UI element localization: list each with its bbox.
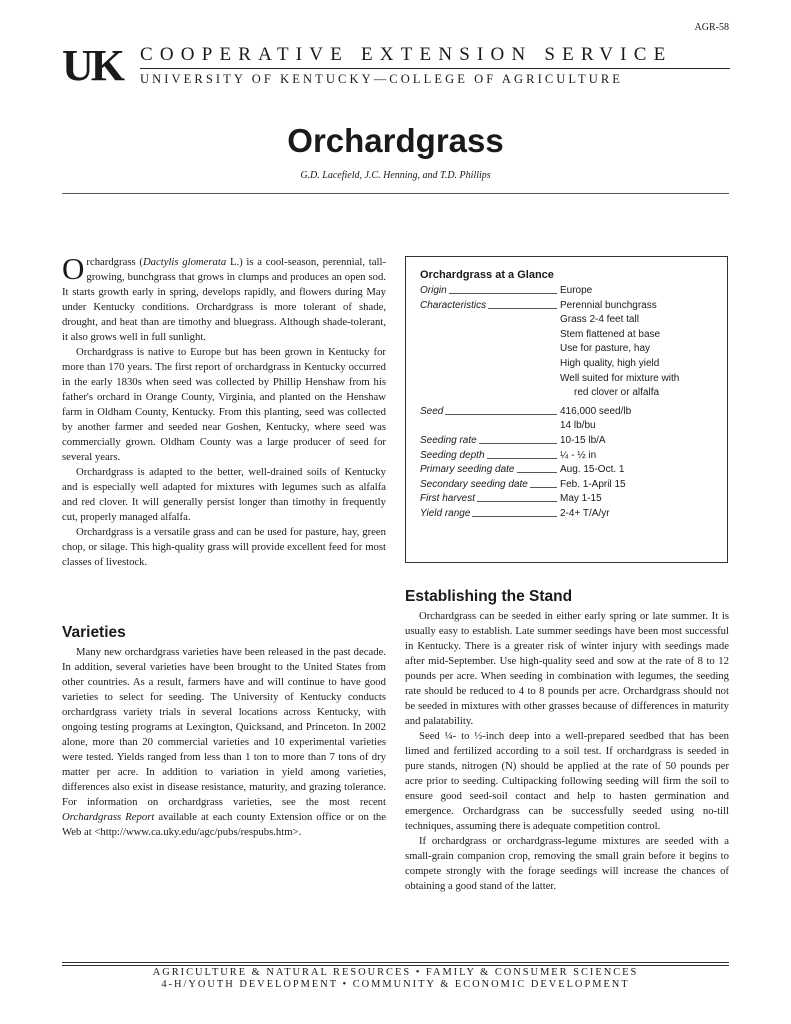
intro-section <box>62 251 386 570</box>
footer-line-2: 4-H/YOUTH DEVELOPMENT • COMMUNITY & ECONOMIC DEVELOPMENT <box>161 979 630 990</box>
glance-label-text: Yield range <box>420 507 471 519</box>
glance-row <box>420 492 727 507</box>
glance-label <box>420 299 560 401</box>
intro-paragraph-3: Orchardgrass is adapted to the better, well-drained soils of Kentucky and is especially well adapted for mixtures with legumes such as alfalfa and red clover. It will generally persist longer than timothy in frequently cut, properly managed alfalfa. <box>62 466 386 523</box>
glance-label <box>420 463 560 478</box>
glance-label <box>420 434 560 449</box>
glance-values <box>560 478 727 493</box>
glance-value: Europe <box>560 285 593 296</box>
title-rule <box>62 193 729 194</box>
glance-values <box>560 405 727 434</box>
leader-line <box>479 434 557 444</box>
leader-line <box>487 449 557 459</box>
intro-paragraph-4: Orchardgrass is a versatile grass and can be used for pasture, hay, green chop, or silage. This high-quality grass will provide excellent feed for most classes of livestock. <box>62 526 386 568</box>
leader-line <box>517 463 558 473</box>
leader-line <box>472 507 557 517</box>
report-title: Orchardgrass Report <box>62 811 155 823</box>
authors: G.D. Lacefield, J.C. Henning, and T.D. Phillips <box>300 170 491 181</box>
glance-label-text: Seeding rate <box>420 434 477 446</box>
glance-values <box>560 449 727 464</box>
page-title: Orchardgrass <box>287 122 504 159</box>
header-rule <box>140 68 730 69</box>
service-name: COOPERATIVE EXTENSION SERVICE <box>140 44 673 65</box>
footer-rule-top <box>62 962 729 963</box>
varieties-heading: Varieties <box>62 624 126 641</box>
establishing-paragraph-3: If orchardgrass or orchardgrass-legume mixtures are seeded with a small-grain companion crop, removing the small grain before it begins to compete strongly with the forage seedings will increase the chances of obtaining a good stand of the latter. <box>405 835 729 892</box>
publication-number: AGR-58 <box>694 22 729 33</box>
glance-value: ¼ - ½ in <box>560 449 597 461</box>
scientific-name: Dactylis glomerata <box>142 256 227 268</box>
leader-line <box>530 478 557 488</box>
footer-line-1: AGRICULTURE & NATURAL RESOURCES • FAMILY & CONSUMER SCIENCES <box>152 967 639 978</box>
establishing-section <box>405 609 729 894</box>
glance-label-text: Origin <box>420 285 447 296</box>
glance-box <box>405 256 728 563</box>
glance-rows <box>420 284 727 522</box>
varieties-text-b: available at each county Extension office or on the Web at <http://www.ca.uky.edu/agc/pubs/respubs.htm>. <box>62 811 386 838</box>
footer <box>0 967 791 991</box>
intro-paragraph-1 <box>62 251 386 345</box>
uk-logo <box>62 41 134 90</box>
leader-line <box>449 284 557 294</box>
glance-value: Feb. 1-April 15 <box>560 478 626 490</box>
glance-label-text: First harvest <box>420 493 476 505</box>
varieties-paragraph <box>62 645 386 840</box>
glance-value: red clover or alfalfa <box>574 387 660 399</box>
intro-text-b: L.) is a cool-season, perennial, tall-growing, bunchgrass that grows in clumps and produces an open sod. It starts growth early in spring, develops rapidly, and flowers during May under Kentucky conditions. Orchardgrass is more tolerant of shade, drought, and heat than are timothy and bluegrass. Although shade-tolerant, it also grows well in full sunlight. <box>62 256 386 343</box>
glance-label-text: Seed <box>420 405 444 417</box>
glance-values <box>560 492 727 507</box>
university-name: UNIVERSITY OF KENTUCKY—COLLEGE OF AGRICULTURE <box>140 72 624 86</box>
glance-value: Grass 2-4 feet tall <box>560 314 639 326</box>
glance-value: 2-4+ T/A/yr <box>560 507 610 519</box>
glance-label-text: Characteristics <box>420 299 487 311</box>
glance-row <box>420 284 727 299</box>
establishing-paragraph-1: Orchardgrass can be seeded in either early spring or late summer. It is usually easy to establish. Late summer seedings have been most successful in Kentucky. There is a greater risk of winter injury with seedings made after mid-September. Use high-quality seed and sow at the rate of 8 to 12 pounds per acre. When seeding in combination with legumes, the seeding rate should be reduced to 4 to 8 pounds per acre. Orchardgrass should not be seeded in mixtures with other grasses because of differences in maturity and palatability. <box>405 610 729 727</box>
glance-value: 10-15 lb/A <box>560 434 606 446</box>
glance-label-text: Primary seeding date <box>420 464 515 476</box>
glance-label <box>420 405 560 434</box>
glance-label <box>420 507 560 522</box>
glance-label <box>420 449 560 464</box>
glance-label <box>420 478 560 493</box>
leader-line <box>488 299 557 309</box>
varieties-section <box>62 645 386 840</box>
glance-row <box>420 463 727 478</box>
glance-row <box>420 478 727 493</box>
glance-row <box>420 434 727 449</box>
varieties-text-a: Many new orchardgrass varieties have been released in the past decade. In addition, several varieties have been brought to the United States from other countries. As a result, farmers have and will continue to have good varieties to select for seeding. The University of Kentucky conducts orchardgrass variety trials in several locations across Kentucky, with ongoing testing programs at Lexington, Quicksand, and Princeton. In 2002 alone, more than 20 commercial varieties and 10 experimental varieties were tested. Yields ranged from less than 1 ton to more than 7 tons of dry matter per acre. In addition to variation in yield among varieties, differences also exist in disease resistance, maturity, and grazing tolerance. For information on orchardgrass varieties, see the most recent <box>62 646 386 808</box>
leader-line <box>445 405 557 415</box>
glance-value: 416,000 seed/lb <box>560 405 632 417</box>
intro-text-a: rchardgrass ( <box>86 256 143 268</box>
glance-label-text: Secondary seeding date <box>420 478 528 490</box>
glance-title: Orchardgrass at a Glance <box>420 269 554 281</box>
establishing-paragraph-2: Seed ¼- to ½-inch deep into a well-prepared seedbed that has been limed and fertilized according to a soil test. If orchardgrass is seeded in pure stands, nitrogen (N) should be applied at the rate of 50 pounds per acre prior to seeding. Cultipacking following seeding will firm the soil to ensure good seed-soil contact and help to hasten germination and emergence. Orchardgrass can be successfully seeded using no-till techniques, assuming there is adequate competition control. <box>405 730 729 832</box>
glance-row <box>420 405 727 434</box>
leader-line <box>477 492 557 502</box>
glance-row <box>420 507 727 522</box>
glance-value: May 1-15 <box>560 493 602 505</box>
glance-values <box>560 299 727 401</box>
glance-value: High quality, high yield <box>560 357 660 369</box>
glance-values <box>560 507 727 522</box>
glance-row <box>420 449 727 464</box>
glance-value: Stem flattened at base <box>560 328 661 340</box>
logo-text: UK <box>62 41 122 90</box>
glance-value: Aug. 15-Oct. 1 <box>560 464 625 476</box>
establishing-heading: Establishing the Stand <box>405 588 573 605</box>
glance-label <box>420 492 560 507</box>
glance-value: Use for pasture, hay <box>560 343 651 355</box>
intro-paragraph-2: Orchardgrass is native to Europe but has been grown in Kentucky for more than 170 years. The first report of orchardgrass in Kentucky occurred in the early 1830s when seed was collected by Phillip Henshaw from his father's orchard in Orange County, Virginia, and planted on the Henshaw farm in Oldham County, Kentucky. From this planting, seed was collected by another farmer and seeded near Goshen, Kentucky, where seed was commercially grown. Oldham County was a large producer of seed for several years. <box>62 346 386 463</box>
glance-values <box>560 284 727 299</box>
glance-values <box>560 434 727 449</box>
glance-value: Perennial bunchgrass <box>560 299 657 311</box>
glance-label <box>420 284 560 299</box>
glance-values <box>560 463 727 478</box>
footer-rule-bottom <box>62 965 729 966</box>
glance-value: 14 lb/bu <box>560 420 596 432</box>
glance-label-text: Seeding depth <box>420 449 485 461</box>
glance-value: Well suited for mixture with <box>560 372 680 384</box>
drop-cap: O <box>62 251 85 286</box>
glance-row <box>420 299 727 401</box>
